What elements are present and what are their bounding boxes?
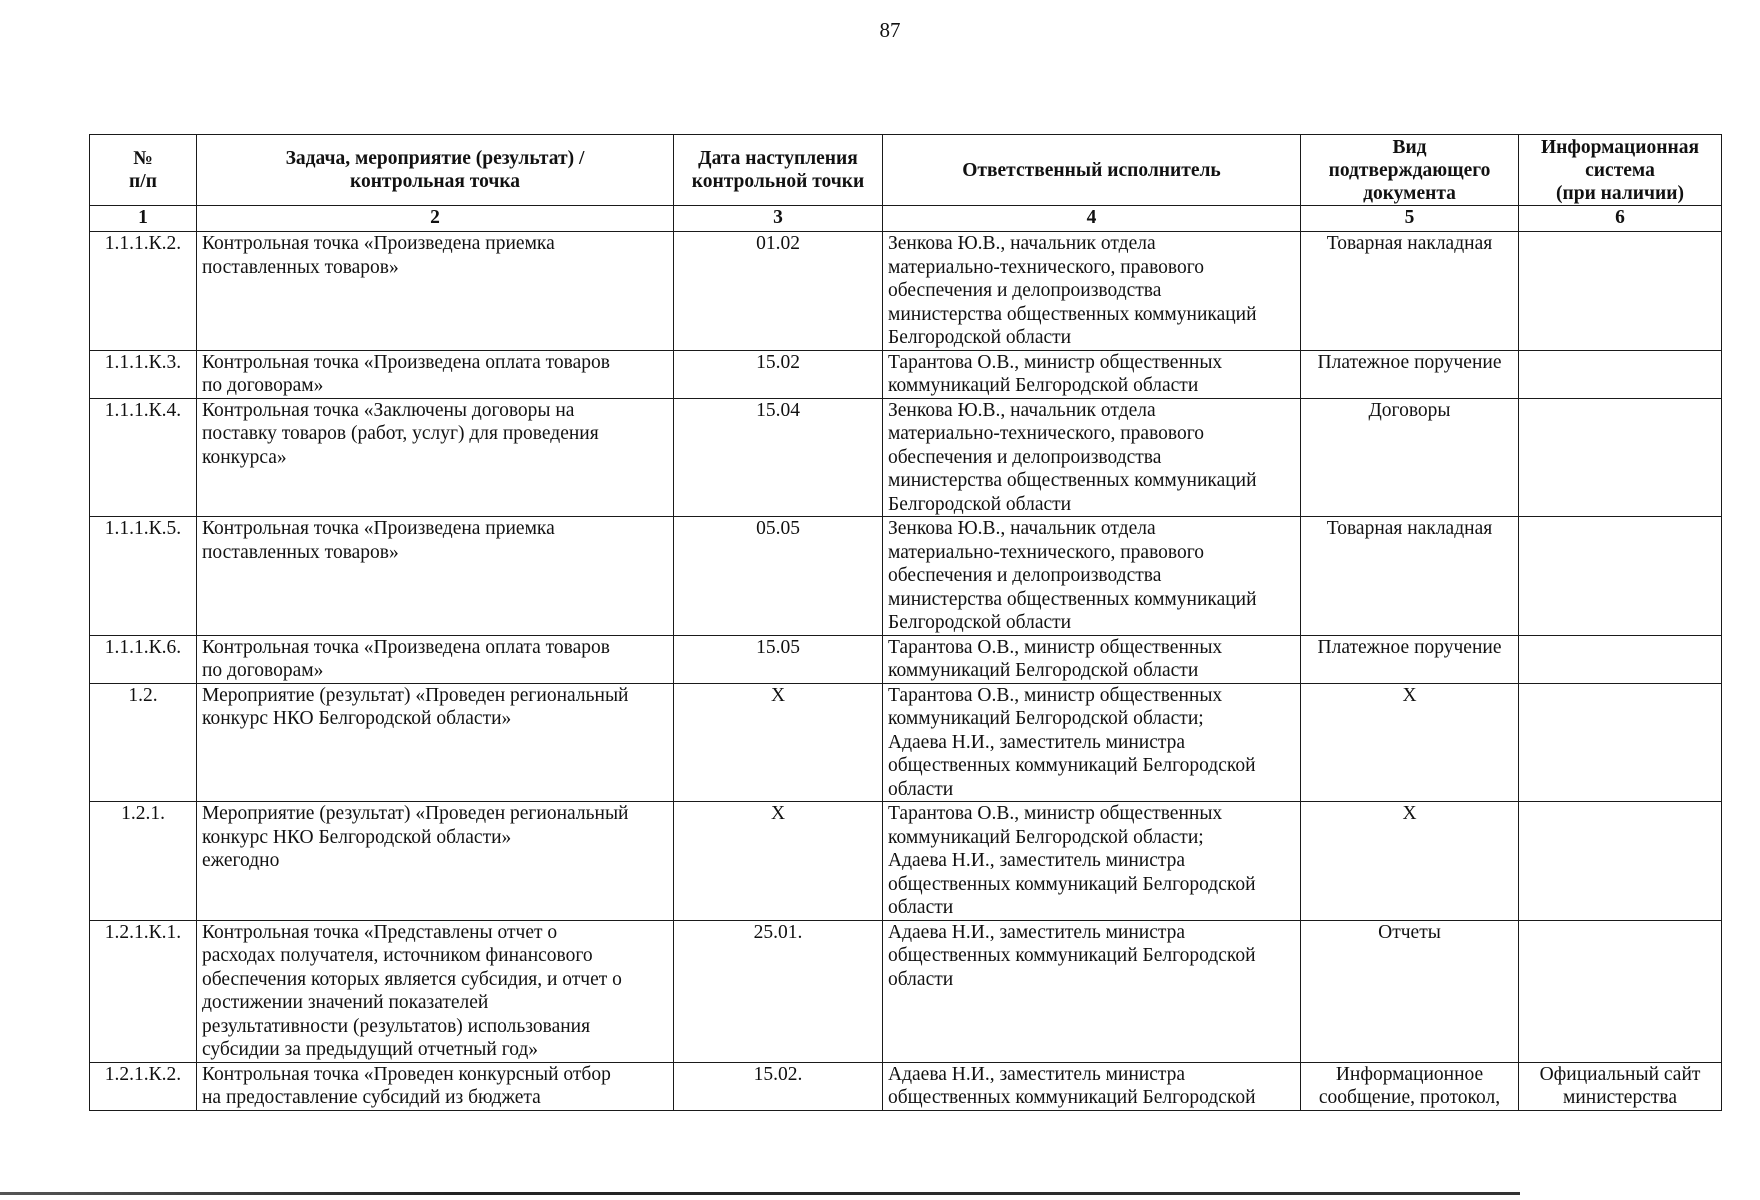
row-system: [1519, 635, 1722, 683]
row-document: X: [1301, 802, 1519, 921]
row-number: 1.2.1.К.2.: [90, 1062, 197, 1110]
scan-edge-divider: [0, 1192, 1520, 1195]
row-date: 05.05: [674, 517, 883, 636]
row-date: 15.02: [674, 350, 883, 398]
table-row: [90, 398, 1722, 517]
column-number: 2: [197, 206, 674, 232]
row-document: Товарная накладная: [1301, 232, 1519, 351]
row-document: X: [1301, 683, 1519, 802]
row-task: Контрольная точка «Заключены договоры на поставку товаров (работ, услуг) для проведения конкурса»: [197, 398, 674, 517]
row-task: Мероприятие (результат) «Проведен региональный конкурс НКО Белгородской области» ежегодно: [197, 802, 674, 921]
page-number: 87: [879, 18, 901, 42]
row-date: X: [674, 802, 883, 921]
table-row: [90, 1062, 1722, 1110]
row-task: Контрольная точка «Произведена приемка поставленных товаров»: [197, 232, 674, 351]
column-number: 6: [1519, 206, 1722, 232]
column-number: 4: [883, 206, 1301, 232]
row-date: 15.02.: [674, 1062, 883, 1110]
row-document: Платежное поручение: [1301, 350, 1519, 398]
table-header-row: [90, 135, 1722, 206]
row-system: Официальный сайт министерства: [1519, 1062, 1722, 1110]
row-document: Товарная накладная: [1301, 517, 1519, 636]
row-date: 15.05: [674, 635, 883, 683]
row-number: 1.1.1.К.4.: [90, 398, 197, 517]
row-number: 1.2.1.К.1.: [90, 920, 197, 1062]
table-row: [90, 802, 1722, 921]
row-system: [1519, 398, 1722, 517]
table-row: [90, 683, 1722, 802]
row-responsible: Тарантова О.В., министр общественных коммуникаций Белгородской области; Адаева Н.И., заместитель министра общественных коммуникаций Белгородской области: [883, 802, 1301, 921]
header-system: Информационная система (при наличии): [1519, 135, 1722, 206]
row-number: 1.1.1.К.5.: [90, 517, 197, 636]
row-number: 1.1.1.К.6.: [90, 635, 197, 683]
column-number: 3: [674, 206, 883, 232]
row-system: [1519, 683, 1722, 802]
row-responsible: Зенкова Ю.В., начальник отдела материально-технического, правового обеспечения и делопроизводства министерства общественных коммуникаций Белгородской области: [883, 517, 1301, 636]
table-row: [90, 232, 1722, 351]
row-task: Контрольная точка «Произведена оплата товаров по договорам»: [197, 350, 674, 398]
row-task: Контрольная точка «Произведена приемка поставленных товаров»: [197, 517, 674, 636]
row-responsible: Адаева Н.И., заместитель министра общественных коммуникаций Белгородской области: [883, 920, 1301, 1062]
column-number-row: [90, 206, 1722, 232]
header-task: Задача, мероприятие (результат) / контрольная точка: [197, 135, 674, 206]
row-number: 1.1.1.К.3.: [90, 350, 197, 398]
table-row: [90, 517, 1722, 636]
column-number: 1: [90, 206, 197, 232]
column-number: 5: [1301, 206, 1519, 232]
row-task: Контрольная точка «Произведена оплата товаров по договорам»: [197, 635, 674, 683]
table-row: [90, 635, 1722, 683]
row-number: 1.2.1.: [90, 802, 197, 921]
row-responsible: Тарантова О.В., министр общественных коммуникаций Белгородской области; Адаева Н.И., заместитель министра общественных коммуникаций Белгородской области: [883, 683, 1301, 802]
row-number: 1.2.: [90, 683, 197, 802]
header-number: № п/п: [90, 135, 197, 206]
row-date: 25.01.: [674, 920, 883, 1062]
header-responsible: Ответственный исполнитель: [883, 135, 1301, 206]
row-task: Мероприятие (результат) «Проведен региональный конкурс НКО Белгородской области»: [197, 683, 674, 802]
row-responsible: Зенкова Ю.В., начальник отдела материально-технического, правового обеспечения и делопроизводства министерства общественных коммуникаций Белгородской области: [883, 398, 1301, 517]
row-document: Договоры: [1301, 398, 1519, 517]
row-system: [1519, 232, 1722, 351]
row-task: Контрольная точка «Представлены отчет о расходах получателя, источником финансового обеспечения которых является субсидия, и отчет о достижении значений показателей результативности (результатов) использования субсидии за предыдущий отчетный год»: [197, 920, 674, 1062]
row-date: 01.02: [674, 232, 883, 351]
table-row: [90, 350, 1722, 398]
row-system: [1519, 920, 1722, 1062]
row-system: [1519, 802, 1722, 921]
control-points-table: [89, 134, 1722, 1111]
row-document: Информационное сообщение, протокол,: [1301, 1062, 1519, 1110]
row-document: Отчеты: [1301, 920, 1519, 1062]
row-number: 1.1.1.К.2.: [90, 232, 197, 351]
row-responsible: Зенкова Ю.В., начальник отдела материально-технического, правового обеспечения и делопроизводства министерства общественных коммуникаций Белгородской области: [883, 232, 1301, 351]
row-task: Контрольная точка «Проведен конкурсный отбор на предоставление субсидий из бюджета: [197, 1062, 674, 1110]
header-document: Вид подтверждающего документа: [1301, 135, 1519, 206]
row-date: 15.04: [674, 398, 883, 517]
table-row: [90, 920, 1722, 1062]
row-responsible: Тарантова О.В., министр общественных коммуникаций Белгородской области: [883, 635, 1301, 683]
row-system: [1519, 517, 1722, 636]
row-date: X: [674, 683, 883, 802]
row-responsible: Адаева Н.И., заместитель министра общественных коммуникаций Белгородской: [883, 1062, 1301, 1110]
row-document: Платежное поручение: [1301, 635, 1519, 683]
header-date: Дата наступления контрольной точки: [674, 135, 883, 206]
row-responsible: Тарантова О.В., министр общественных коммуникаций Белгородской области: [883, 350, 1301, 398]
row-system: [1519, 350, 1722, 398]
